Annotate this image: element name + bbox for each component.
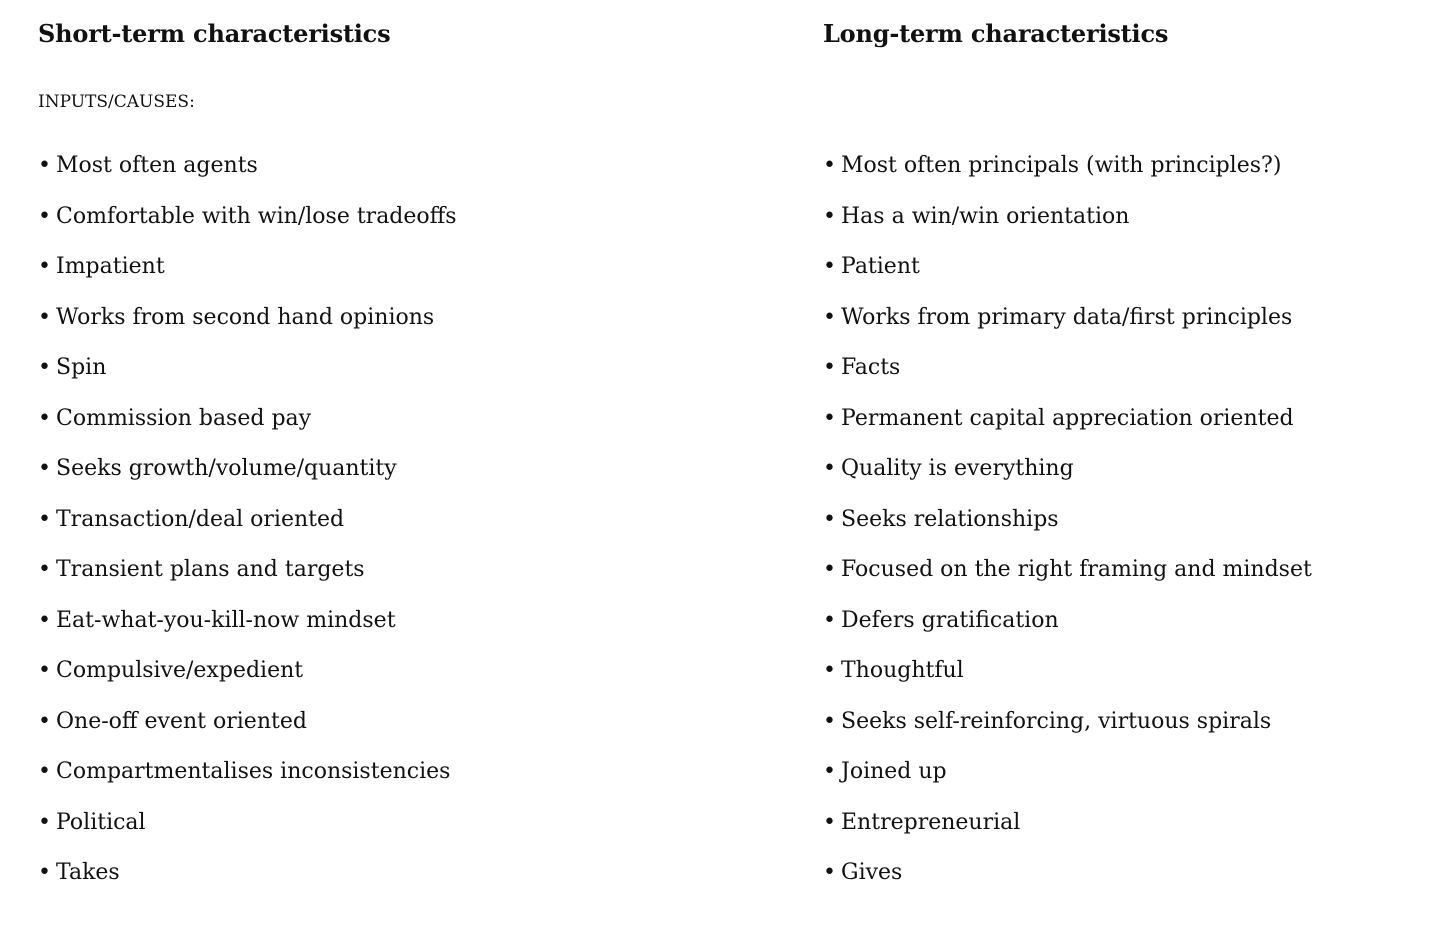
list-item-text: Political — [56, 809, 146, 835]
bullet-icon: • — [38, 809, 51, 835]
list-item — [38, 150, 457, 201]
list-item-text: Works from primary data/first principles — [841, 304, 1293, 330]
list-item — [38, 807, 457, 858]
list-item — [823, 554, 1312, 605]
list-item — [38, 352, 457, 403]
bullet-icon: • — [38, 557, 51, 582]
list-item — [823, 302, 1312, 353]
bullet-icon: • — [38, 658, 51, 683]
long-term-heading: Long-term characteristics — [823, 19, 1169, 48]
list-item — [823, 605, 1312, 656]
bullet-icon: • — [38, 759, 51, 784]
list-item-text: Thoughtful — [841, 658, 964, 683]
list-item-text: Transaction/deal oriented — [56, 506, 345, 532]
bullet-icon: • — [823, 708, 836, 734]
list-item — [823, 857, 1312, 908]
list-item — [823, 150, 1312, 201]
list-item-text: Impatient — [56, 254, 165, 279]
list-item-text: Gives — [841, 860, 903, 885]
list-item — [823, 807, 1312, 858]
bullet-icon: • — [38, 607, 51, 633]
list-item — [38, 554, 457, 605]
bullet-icon: • — [823, 355, 836, 380]
list-item — [823, 504, 1312, 555]
list-item — [38, 706, 457, 757]
bullet-icon: • — [823, 759, 836, 784]
bullet-icon: • — [823, 557, 836, 582]
list-item-text: Transient plans and targets — [56, 557, 365, 582]
list-item — [823, 251, 1312, 302]
bullet-icon: • — [823, 456, 836, 481]
list-item — [823, 201, 1312, 252]
list-item — [823, 403, 1312, 454]
list-item-text: Most often agents — [56, 153, 258, 178]
bullet-icon: • — [823, 254, 836, 279]
list-item — [823, 655, 1312, 706]
bullet-icon: • — [823, 607, 836, 633]
list-item-text: Seeks growth/volume/quantity — [56, 456, 397, 481]
bullet-icon: • — [38, 153, 51, 178]
list-item-text: Has a win/win orientation — [841, 203, 1130, 229]
list-item — [823, 453, 1312, 504]
list-item-text: Entrepreneurial — [841, 809, 1021, 835]
bullet-icon: • — [823, 860, 836, 885]
bullet-icon: • — [38, 355, 51, 380]
list-item — [38, 655, 457, 706]
list-item-text: Patient — [841, 254, 920, 279]
list-item-text: Joined up — [841, 759, 947, 784]
list-item — [38, 201, 457, 252]
list-item-text: Quality is everything — [841, 456, 1074, 481]
list-item-text: Facts — [841, 355, 901, 380]
bullet-icon: • — [823, 153, 836, 178]
bullet-icon: • — [38, 203, 51, 229]
list-item-text: One-off event oriented — [56, 708, 307, 734]
list-item-text: Seeks relationships — [841, 506, 1059, 532]
list-item — [823, 352, 1312, 403]
bullet-icon: • — [823, 304, 836, 330]
bullet-icon: • — [823, 405, 836, 431]
bullet-icon: • — [38, 456, 51, 481]
list-item — [38, 857, 457, 908]
short-term-list — [38, 150, 457, 908]
list-item-text: Eat-what-you-kill-now mindset — [56, 607, 396, 633]
bullet-icon: • — [823, 809, 836, 835]
list-item-text: Most often principals (with principles?) — [841, 153, 1282, 178]
list-item-text: Spin — [56, 355, 107, 380]
list-item — [38, 302, 457, 353]
list-item-text: Comfortable with win/lose tradeoffs — [56, 203, 457, 229]
bullet-icon: • — [38, 304, 51, 330]
list-item — [38, 504, 457, 555]
list-item — [823, 706, 1312, 757]
bullet-icon: • — [38, 506, 51, 532]
list-item-text: Takes — [56, 860, 120, 885]
inputs-causes-label: INPUTS/CAUSES: — [38, 92, 195, 112]
bullet-icon: • — [823, 203, 836, 229]
list-item — [38, 403, 457, 454]
bullet-icon: • — [38, 708, 51, 734]
list-item-text: Works from second hand opinions — [56, 304, 435, 330]
long-term-list — [823, 150, 1312, 908]
list-item-text: Compulsive/expedient — [56, 658, 304, 683]
list-item-text: Commission based pay — [56, 405, 312, 431]
list-item-text: Focused on the right framing and mindset — [841, 557, 1312, 582]
bullet-icon: • — [38, 254, 51, 279]
list-item-text: Compartmentalises inconsistencies — [56, 759, 451, 784]
list-item — [823, 756, 1312, 807]
list-item-text: Permanent capital appreciation oriented — [841, 405, 1294, 431]
bullet-icon: • — [823, 658, 836, 683]
list-item — [38, 756, 457, 807]
bullet-icon: • — [38, 860, 51, 885]
list-item — [38, 453, 457, 504]
list-item-text: Seeks self-reinforcing, virtuous spirals — [841, 708, 1272, 734]
list-item — [38, 605, 457, 656]
bullet-icon: • — [823, 506, 836, 532]
list-item — [38, 251, 457, 302]
list-item-text: Defers gratification — [841, 607, 1059, 633]
short-term-heading: Short-term characteristics — [38, 19, 391, 48]
bullet-icon: • — [38, 405, 51, 431]
